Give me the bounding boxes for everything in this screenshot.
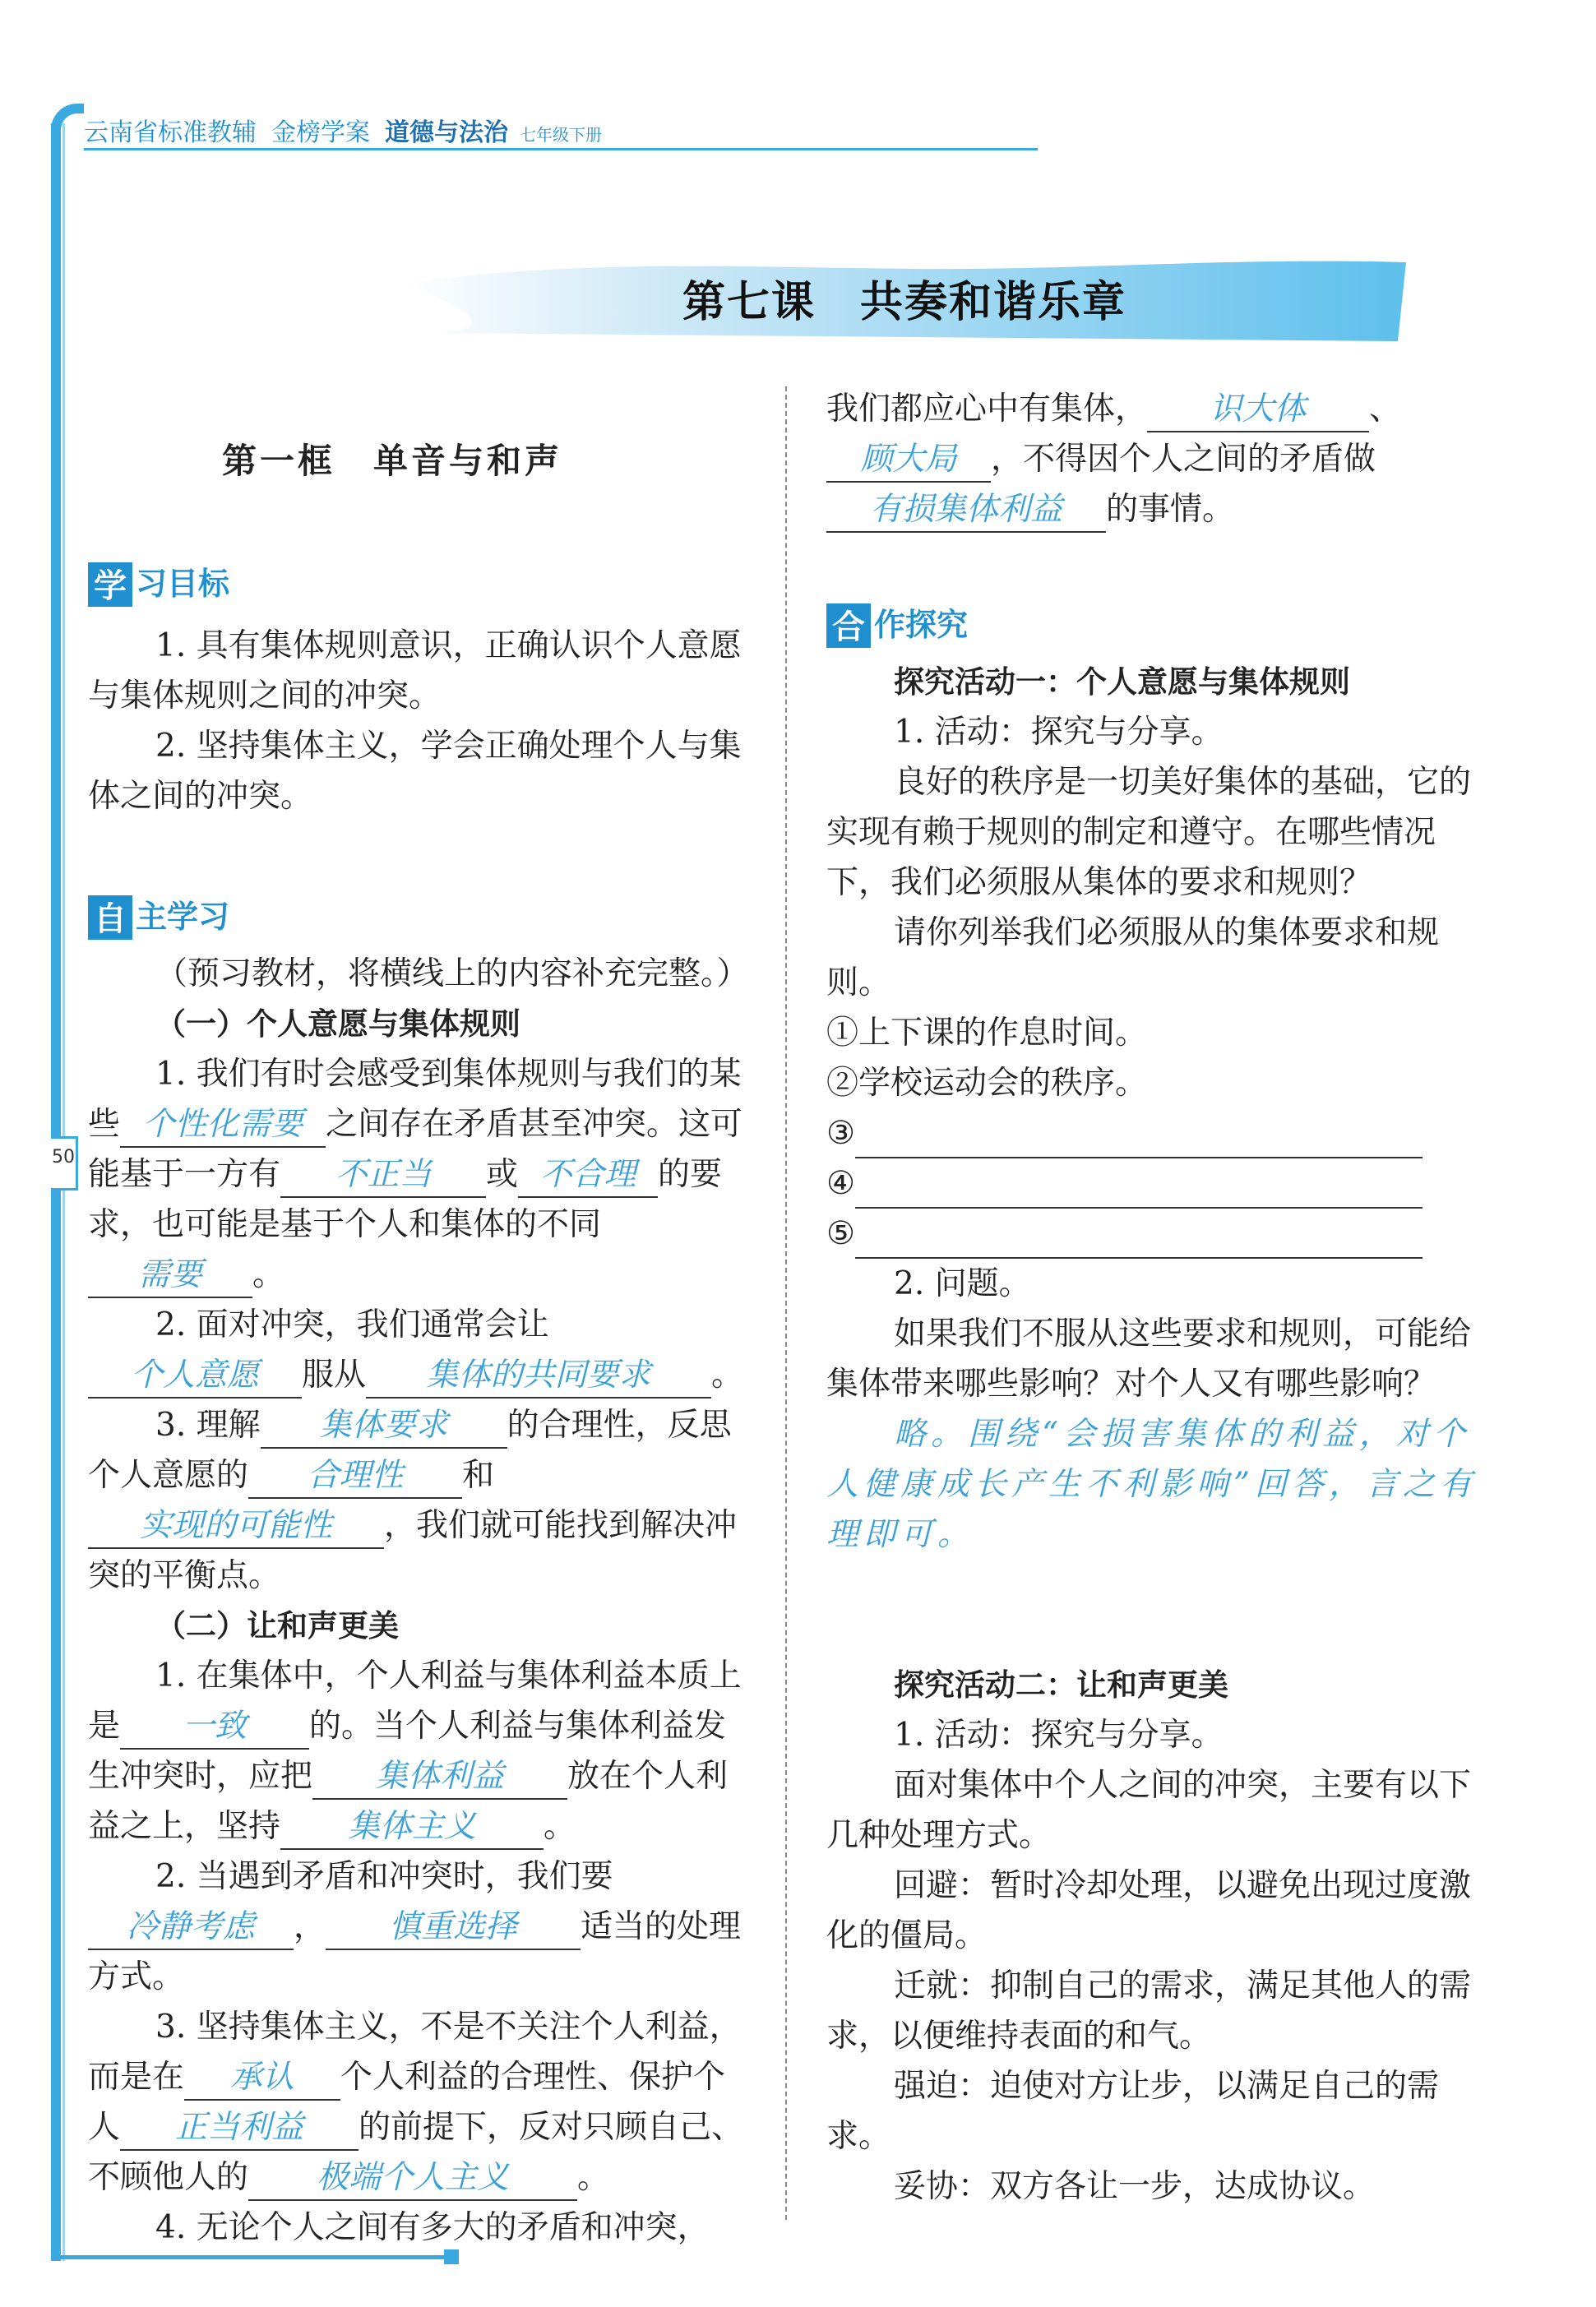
right-column [826,384,1492,2212]
answer-field[interactable]: 识大体 [1147,388,1369,432]
part2-title: （二）让和声更美 [155,1608,399,1644]
handwritten-answer: 略。围绕“会损害集体的利益，对个人健康成长产生不利影响”回答，言之有理即可。 [826,1416,1477,1553]
header-arc [51,104,84,153]
activity-1-step: 1. 活动：探究与分享。 [894,714,1224,751]
activity-2-title: 探究活动二：让和声更美 [894,1667,1228,1703]
answer-field[interactable]: 集体利益 [312,1755,567,1800]
page-frame-bar [51,123,61,2261]
list-item-blank: ⑤ [826,1209,1492,1259]
method-item: 妥协：双方各让一步，达成协议。 [894,2168,1376,2205]
lesson-banner [403,251,1406,341]
method-item: 强迫：迫使对方让步，以满足自己的需求。 [826,2068,1440,2155]
question-7-continued: 我们都应心中有集体， 识大体 、顾大局 ，不得因个人之间的矛盾做有损集体利益 的事情。 [826,384,1492,534]
blank-input[interactable] [855,1174,1423,1209]
question-2: 2. 面对冲突，我们通常会让个人意愿 服从 集体的共同要求 。 [88,1300,746,1400]
header-series: 云南省标准教辅 [84,118,257,147]
question-7: 4. 无论个人之间有多大的矛盾和冲突， [155,2209,710,2246]
answer-field[interactable]: 有损集体利益 [826,488,1106,533]
cooperate-heading [826,600,1492,650]
goal-item-2: 2. 坚持集体主义，学会正确处理个人与集体之间的冲突。 [88,728,742,815]
header-grade: 七年级下册 [520,125,602,145]
column-divider [785,386,787,2220]
page-frame-inner [62,123,65,2261]
question-3: 3. 理解 集体要求 的合理性，反思个人意愿的 合理性 和实现的可能性 ，我们就可能找到解决冲突的平衡点。 [88,1400,746,1601]
answer-field[interactable]: 慎重选择 [326,1906,581,1950]
answer-field[interactable]: 合理性 [248,1454,462,1499]
answer-field[interactable]: 个人意愿 [88,1354,302,1399]
goals-title: 习目标 [136,566,230,602]
question-4: 1. 在集体中，个人利益与集体利益本质上是 一致 的。当个人利益与集体利益发生冲突时，应把 集体利益 放在个人利益之上，坚持 集体主义 。 [88,1651,746,1852]
header-rule [84,148,1038,150]
answer-field[interactable]: 集体主义 [280,1805,544,1850]
list-item: ②学校运动会的秩序。 [826,1065,1148,1102]
cooperate-icon: 合 [826,603,871,648]
page-frame-bottom [51,2255,454,2259]
cooperate-title: 作探究 [874,607,969,643]
answer-field[interactable]: 集体的共同要求 [366,1354,711,1399]
answer-field[interactable]: 不合理 [518,1154,658,1198]
answer-field[interactable]: 实现的可能性 [88,1505,384,1549]
answer-field[interactable]: 顾大局 [826,438,991,483]
answer-field[interactable]: 集体要求 [261,1404,507,1449]
blank-input[interactable] [855,1124,1423,1158]
question-1: 1. 我们有时会感受到集体规则与我们的某些 个性化需要 之间存在矛盾甚至冲突。这可能基于一方有 不正当 或 不合理 的要求，也可能是基于个人和集体的不同需要 。 [88,1049,746,1300]
activity-2-paragraph: 面对集体中个人之间的冲突，主要有以下几种处理方式。 [826,1767,1472,1854]
section-title: 第一框 单音与和声 [222,441,563,481]
answer-field[interactable]: 正当利益 [120,2106,359,2151]
answer-field[interactable]: 一致 [120,1705,309,1750]
page-number: 50 [52,1147,75,1167]
answer-field[interactable]: 个性化需要 [120,1103,326,1148]
list-item-blank: ③ [826,1108,1492,1158]
part1-title: （一）个人意愿与集体规则 [155,1006,520,1042]
question-label: 2. 问题。 [894,1265,1031,1302]
question-text: 如果我们不服从这些要求和规则，可能给集体带来哪些影响？对个人又有哪些影响？ [826,1315,1472,1403]
answer-field[interactable]: 不正当 [280,1154,486,1198]
answer-field[interactable]: 极端个人主义 [248,2157,577,2201]
answer-field[interactable]: 承认 [184,2056,340,2101]
answer-field[interactable]: 需要 [88,1254,252,1298]
running-header [51,97,1038,155]
header-subject: 道德与法治 [385,118,508,147]
blank-input[interactable] [855,1224,1423,1259]
goals-heading [88,559,746,609]
goals-icon: 学 [88,562,132,607]
self-study-heading [88,892,746,942]
self-study-intro: （预习教材，将横线上的内容补充完整。） [155,955,749,992]
list-item-blank: ④ [826,1158,1492,1209]
question-6: 3. 坚持集体主义，不是不关注个人利益，而是在 承认 个人利益的合理性、保护个人 正当利益 的前提下，反对只顾自己、不顾他人的 极端个人主义 。 [88,2002,746,2203]
method-item: 迁就：抑制自己的需求，满足其他人的需求，以便维持表面的和气。 [826,1967,1472,2055]
method-item: 回避：暂时冷却处理，以避免出现过度激化的僵局。 [826,1867,1472,1954]
question-5: 2. 当遇到矛盾和冲突时，我们要冷静考虑 ， 慎重选择 适当的处理方式。 [88,1858,742,1995]
activity-1-paragraph: 良好的秩序是一切美好集体的基础，它的实现有赖于规则的制定和遵守。在哪些情况下，我们必须服从集体的要求和规则？ [826,764,1472,901]
header-brand: 金榜学案 [271,118,370,147]
list-item: ①上下课的作息时间。 [826,1015,1148,1052]
left-column [88,559,749,2253]
activity-1-title: 探究活动一：个人意愿与集体规则 [894,664,1350,700]
answer-field[interactable]: 冷静考虑 [88,1906,294,1950]
lesson-title: 第七课 共奏和谐乐章 [682,278,1126,327]
self-study-icon: 自 [88,895,132,940]
header-text [84,112,602,148]
activity-1-prompt: 请你列举我们必须服从的集体要求和规则。 [826,914,1440,1001]
activity-2-step: 1. 活动：探究与分享。 [894,1717,1224,1754]
self-study-title: 主学习 [136,899,230,935]
goal-item-1: 1. 具有集体规则意识，正确认识个人意愿与集体规则之间的冲突。 [88,627,742,714]
